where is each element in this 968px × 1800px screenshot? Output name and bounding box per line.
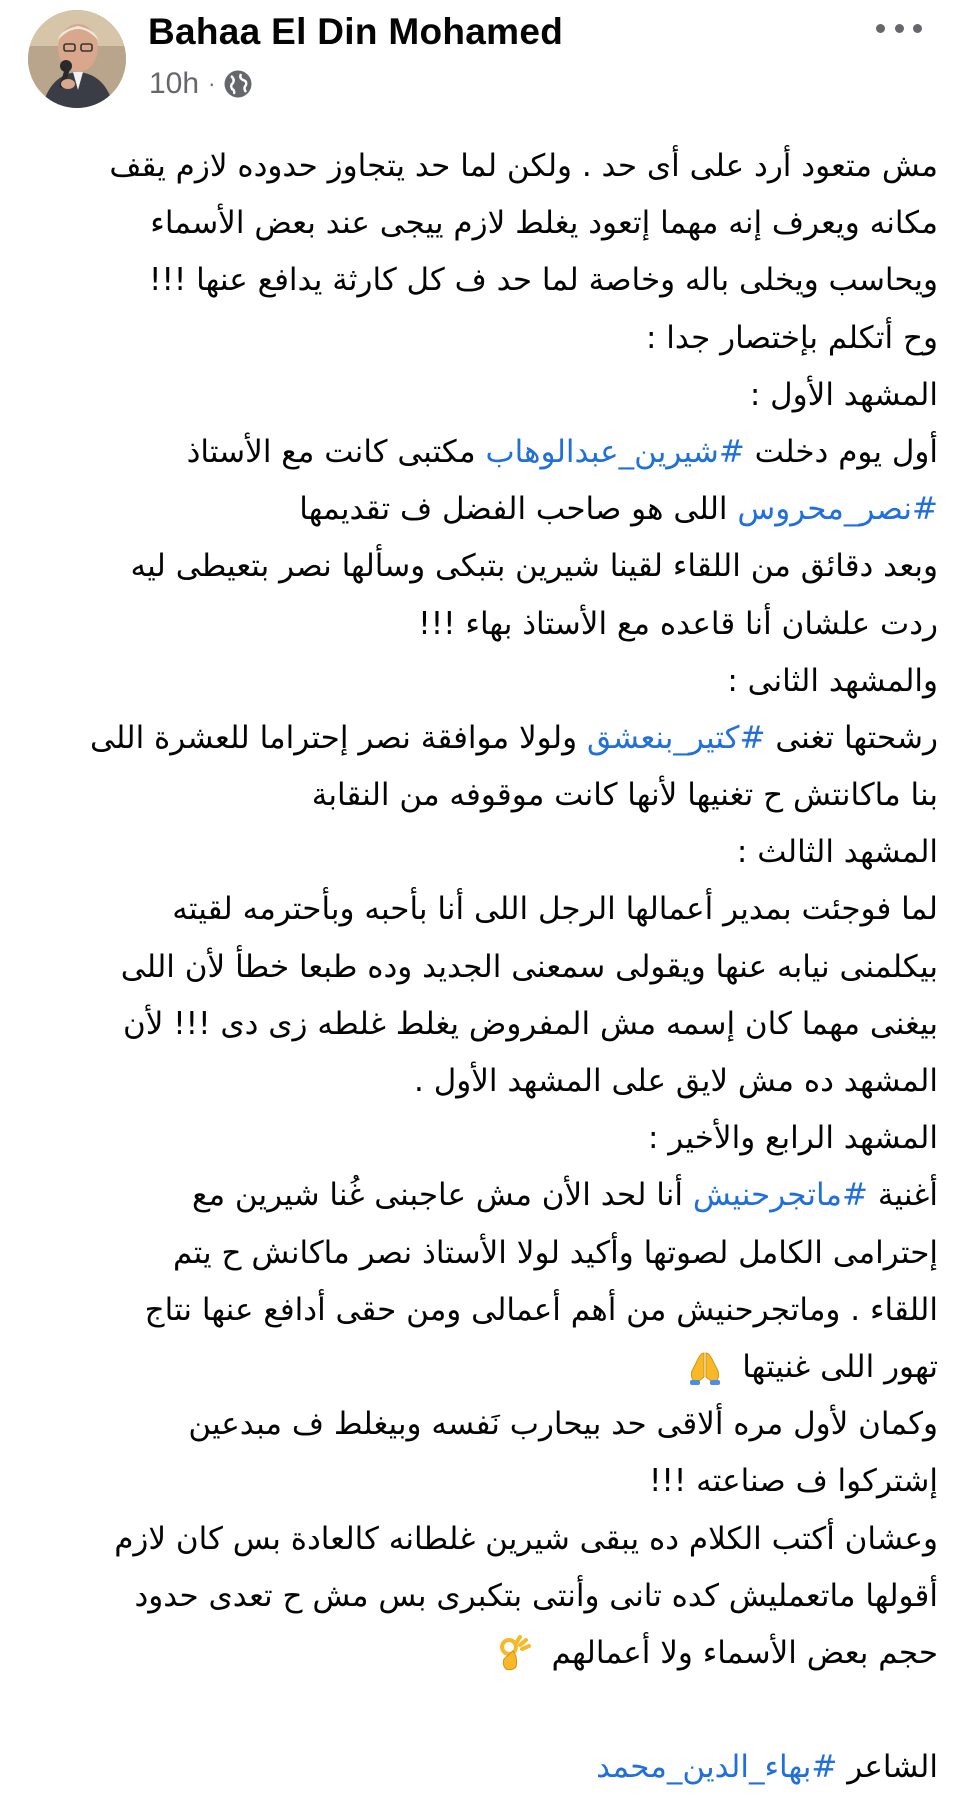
post-text-line: ويحاسب ويخلى باله وخاصة لما حد ف كل كارثة يدافع عنها !!! <box>149 262 938 299</box>
post-text-segment: حجم بعض الأسماء ولا أعمالهم <box>541 1634 938 1671</box>
post-text-line: وكمان لأول مره ألاقى حد بيحارب نَفسه وبيغلط ف مبدعين <box>188 1406 938 1443</box>
post-text-line: المشهد ده مش لايق على المشهد الأول . <box>414 1063 938 1099</box>
post-text-segment: الشاعر <box>837 1749 938 1786</box>
post-text-line: وعشان أكتب الكلام ده يبقى شيرين غلطانه كالعادة بس كان لازم <box>114 1520 938 1557</box>
post-text-line: ردت علشان أنا قاعده مع الأستاذ بهاء !!! <box>418 605 938 642</box>
post-text-segment: أنا لحد الأن مش عاجبنى غُنا شيرين مع <box>191 1177 693 1214</box>
post-header <box>0 0 968 120</box>
avatar-photo <box>28 10 126 108</box>
post-text-segment: رشحتها تغنى <box>765 719 938 756</box>
globe-icon[interactable] <box>223 69 253 99</box>
post-text-line: أقولها ماتعمليش كده تانى وأنتى بتكبرى بس مش ح تعدى حدود <box>134 1577 938 1614</box>
post-meta <box>149 64 253 104</box>
more-options-icon[interactable] <box>876 16 922 40</box>
post-text-line <box>28 1682 938 1739</box>
post-text-line <box>28 710 938 767</box>
post-text-line: مكانه ويعرف إنه مهما إتعود يغلط لازم ييجى عند بعض الأسماء <box>150 205 938 242</box>
post-text-line: بيغنى مهما كان إسمه مش المفروض يغلط غلطه زى دى !!! لأن <box>122 1005 938 1042</box>
post-text-line: لما فوجئت بمدير أعمالها الرجل اللى أنا بأحبه وبأحترمه لقيته <box>172 891 938 928</box>
post-text-line <box>28 1739 938 1796</box>
hashtag-link[interactable]: #شيرين_عبدالوهاب <box>485 433 745 470</box>
more-dot <box>876 24 885 33</box>
more-dot <box>913 24 922 33</box>
post-text-line: إشتركوا ف صناعته !!! <box>648 1463 938 1500</box>
hashtag-link[interactable]: #كتير_بنعشق <box>586 719 766 756</box>
post-text-line: وبعد دقائق من اللقاء لقينا شيرين بتبكى وسألها نصر بتعيطى ليه <box>130 548 938 585</box>
post-text-line: اللقاء . وماتجرحنيش من أهم أعمالى ومن حقى أدافع عنها نتاج <box>144 1291 938 1328</box>
post-text-segment: تهور اللى غنيتها <box>732 1348 938 1385</box>
post-text-line <box>28 1339 938 1396</box>
hashtag-link[interactable]: #بهاء_الدين_محمد <box>596 1749 838 1786</box>
post-text-segment: أول يوم دخلت <box>744 433 938 470</box>
post-text-segment: اللى هو صاحب الفضل ف تقديمها <box>299 491 738 528</box>
post-text-segment: أغنية <box>867 1177 938 1214</box>
more-dot <box>895 24 904 33</box>
post-text-line: المشهد الرابع والأخير : <box>648 1120 938 1157</box>
post-body <box>28 138 938 1796</box>
post-text-segment: مكتبى كانت مع الأستاذ <box>186 433 486 470</box>
author-name[interactable]: Bahaa El Din Mohamed <box>148 11 564 52</box>
post-text-line: والمشهد الثانى : <box>727 662 938 699</box>
post-text-line: مش متعود أرد على أى حد . ولكن لما حد يتجاوز حدوده لازم يقف <box>109 148 938 184</box>
ok-hand-emoji <box>496 1635 534 1673</box>
post-text-line <box>28 1167 938 1224</box>
folded-hands-emoji <box>686 1349 724 1387</box>
hashtag-link[interactable]: #نصر_محروس <box>737 491 938 528</box>
post-text-line: بيكلمنى نيابه عنها ويقولى سمعنى الجديد وده طبعا خطأ لأن اللى <box>120 948 938 985</box>
meta-separator: · <box>208 71 216 96</box>
author-avatar[interactable] <box>28 10 126 108</box>
post-text-line <box>28 481 938 538</box>
post-text-line: المشهد الأول : <box>749 376 938 413</box>
post-time[interactable]: 10h <box>149 67 200 100</box>
post-text-line: المشهد الثالث : <box>736 834 938 871</box>
post-text-line: بنا ماكانتش ح تغنيها لأنها كانت موقوفه من النقابة <box>311 777 938 814</box>
post-text-segment: ولولا موافقة نصر إحتراما للعشرة اللى <box>90 719 587 756</box>
post-text-line <box>28 1625 938 1682</box>
post-text-line: وح أتكلم بإختصار جدا : <box>645 319 938 356</box>
post-text-line <box>28 424 938 481</box>
post-text-line: إحترامى الكامل لصوتها وأكيد لولا الأستاذ نصر ماكانش ح يتم <box>172 1234 938 1271</box>
hashtag-link[interactable]: #ماتجرحنيش <box>692 1177 868 1214</box>
